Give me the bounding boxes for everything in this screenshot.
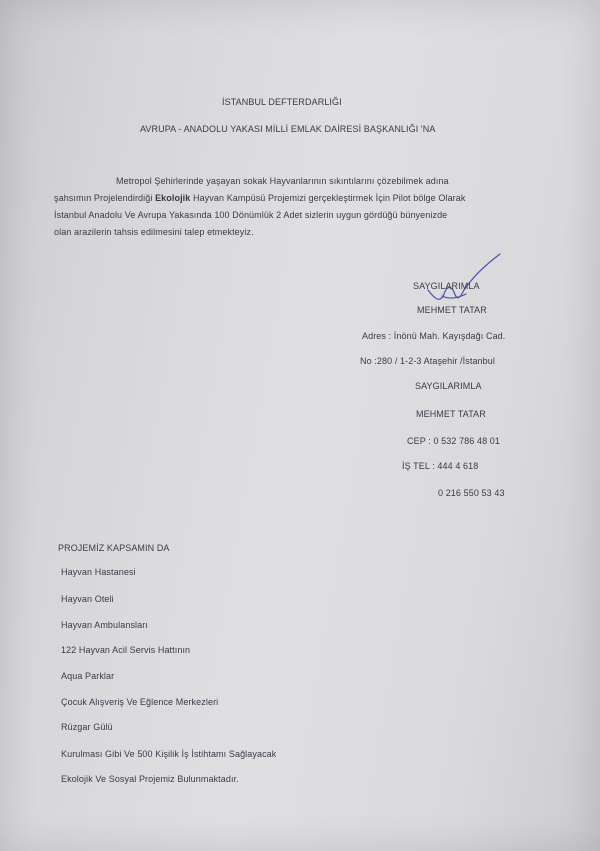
body-line-2 xyxy=(54,193,465,203)
body-line-4: olan arazilerin tahsis edilmesini talep etmekteyiz. xyxy=(54,227,254,237)
recipient-line-1: İSTANBUL DEFTERDARLIĞI xyxy=(222,97,342,107)
cell-phone: CEP : 0 532 786 48 01 xyxy=(407,436,501,446)
scope-heading: PROJEMİZ KAPSAMIN DA xyxy=(58,543,170,553)
scope-item: Kurulması Gibi Ve 500 Kişilik İş İstihtamı Sağlayacak xyxy=(61,749,277,759)
scope-item: Hayvan Hastanesi xyxy=(61,567,136,577)
body-line-3: İstanbul Anadolu Ve Avrupa Yakasında 100 Dönümlük 2 Adet sizlerin uygun gördüğü bünyenizde xyxy=(54,210,448,220)
scope-item: 122 Hayvan Acil Servis Hattının xyxy=(61,645,191,655)
address-line-2: No :280 / 1-2-3 Ataşehir /İstanbul xyxy=(360,356,495,366)
phone-2: 0 216 550 53 43 xyxy=(438,488,505,498)
scope-item: Hayvan Ambulansları xyxy=(61,620,148,630)
signer-name-2: MEHMET TATAR xyxy=(416,409,486,419)
body-line-2-bold: Ekolojik xyxy=(155,193,191,203)
signer-name-1: MEHMET TATAR xyxy=(417,305,487,315)
body-line-2-post: Hayvan Kampüsü Projemizi gerçekleştirmek İçin Pilot bölge Olarak xyxy=(190,193,466,203)
recipient-line-2: AVRUPA - ANADOLU YAKASI MİLLİ EMLAK DAİRESİ BAŞKANLIĞI 'NA xyxy=(140,124,436,134)
work-phone: İŞ TEL : 444 4 618 xyxy=(402,461,479,471)
body-line-2-pre: şahsımın Projelendirdiği xyxy=(54,193,156,203)
scope-item: Aqua Parklar xyxy=(61,671,115,681)
scope-item: Hayvan Oteli xyxy=(61,594,114,604)
body-line-1: Metropol Şehirlerinde yaşayan sokak Hayvanlarının sıkıntılarını çözebilmek adına xyxy=(116,176,449,186)
scope-item: Rüzgar Gülü xyxy=(61,722,113,732)
scope-item: Ekolojik Ve Sosyal Projemiz Bulunmaktadır. xyxy=(61,774,239,784)
regards-1: SAYGILARIMLA xyxy=(413,281,480,291)
scope-item: Çocuk Alışveriş Ve Eğlence Merkezleri xyxy=(61,697,219,707)
regards-2: SAYGILARIMLA xyxy=(415,381,482,391)
address-line-1: Adres : İnönü Mah. Kayışdağı Cad. xyxy=(362,331,506,341)
